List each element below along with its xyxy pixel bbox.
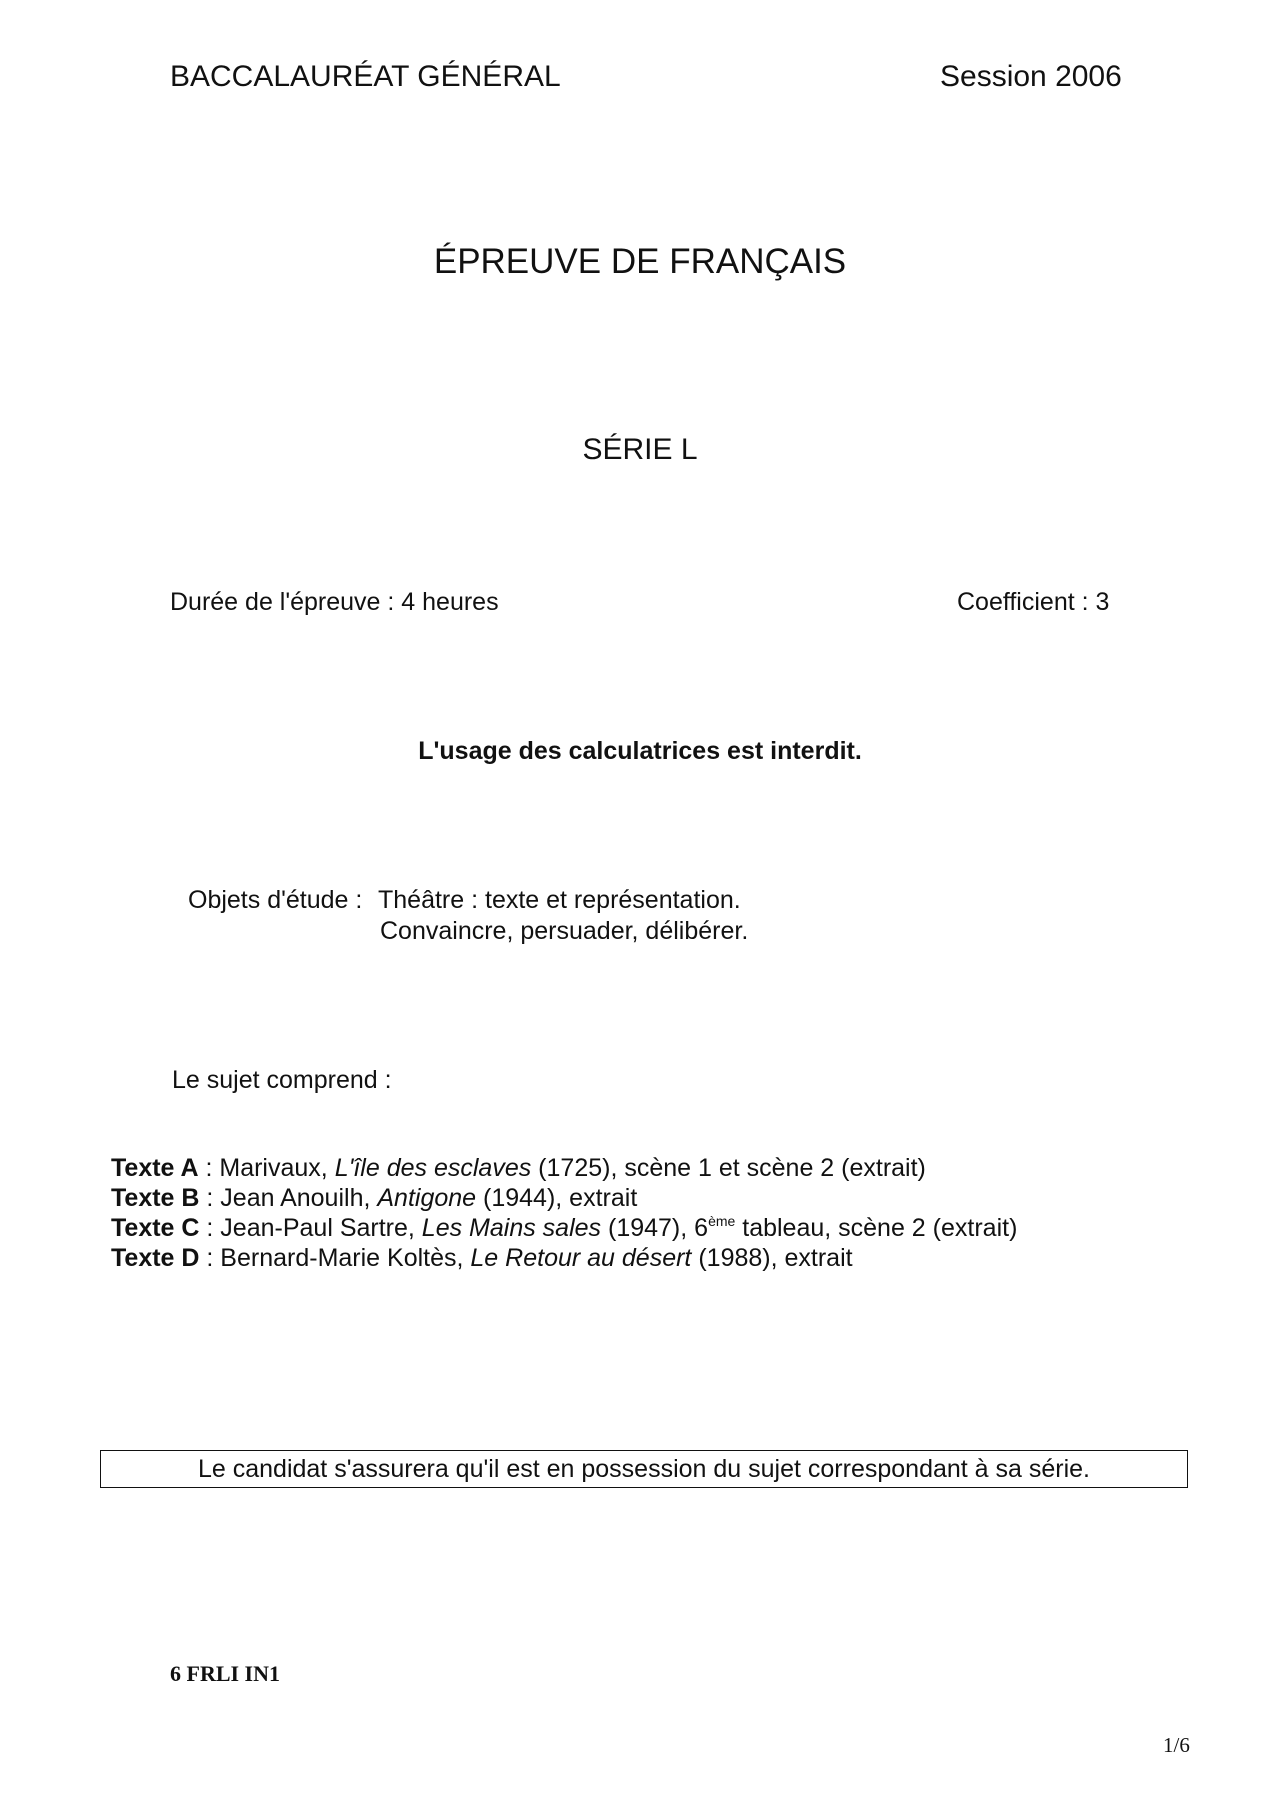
text-label: Texte A — [111, 1154, 199, 1182]
text-label: Texte D — [111, 1244, 200, 1272]
text-author: Marivaux, — [219, 1154, 335, 1182]
text-separator: : — [199, 1244, 221, 1272]
session-year: Session 2006 — [940, 60, 1122, 93]
text-details: tableau, scène 2 (extrait) — [735, 1214, 1018, 1242]
text-item-d — [111, 1243, 1017, 1273]
objets-line-1: Théâtre : texte et représentation. — [378, 886, 741, 914]
text-label: Texte C — [111, 1214, 200, 1242]
text-details: (1944), extrait — [476, 1184, 638, 1212]
text-work: L'île des esclaves — [334, 1154, 532, 1182]
candidate-notice-box — [100, 1450, 1188, 1488]
text-work: Antigone — [377, 1184, 477, 1212]
calculator-notice: L'usage des calculatrices est interdit. — [418, 737, 862, 765]
candidate-notice: Le candidat s'assurera qu'il est en possession du sujet correspondant à sa série. — [197, 1455, 1091, 1483]
objets-line-2: Convaincre, persuader, délibérer. — [380, 917, 749, 945]
objets-label: Objets d'étude : — [188, 886, 363, 914]
exam-duration: Durée de l'épreuve : 4 heures — [170, 588, 499, 616]
text-superscript: ème — [708, 1213, 736, 1229]
text-author: Jean-Paul Sartre, — [220, 1214, 422, 1242]
text-details: (1725), scène 1 et scène 2 (extrait) — [531, 1154, 926, 1182]
subject-code: 6 FRLI IN1 — [170, 1661, 281, 1686]
exam-title: ÉPREUVE DE FRANÇAIS — [433, 242, 847, 281]
page-number: 1/6 — [1163, 1733, 1190, 1757]
text-work: Les Mains sales — [421, 1214, 602, 1242]
text-author: Jean Anouilh, — [220, 1184, 378, 1212]
exam-coefficient: Coefficient : 3 — [957, 588, 1110, 616]
text-label: Texte B — [111, 1184, 200, 1212]
text-list — [111, 1153, 1017, 1273]
text-work: Le Retour au désert — [470, 1244, 692, 1272]
text-details: (1988), extrait — [691, 1244, 853, 1272]
text-item-b — [111, 1183, 1017, 1213]
sujet-intro: Le sujet comprend : — [172, 1066, 392, 1094]
series-label: SÉRIE L — [582, 433, 698, 466]
text-separator: : — [199, 1184, 221, 1212]
text-item-a — [111, 1153, 1017, 1183]
text-item-c — [111, 1213, 1017, 1243]
text-author: Bernard-Marie Koltès, — [220, 1244, 471, 1272]
exam-name: BACCALAURÉAT GÉNÉRAL — [170, 60, 561, 93]
text-details-before: (1947), 6 — [601, 1214, 709, 1242]
text-separator: : — [199, 1214, 221, 1242]
text-separator: : — [198, 1154, 220, 1182]
